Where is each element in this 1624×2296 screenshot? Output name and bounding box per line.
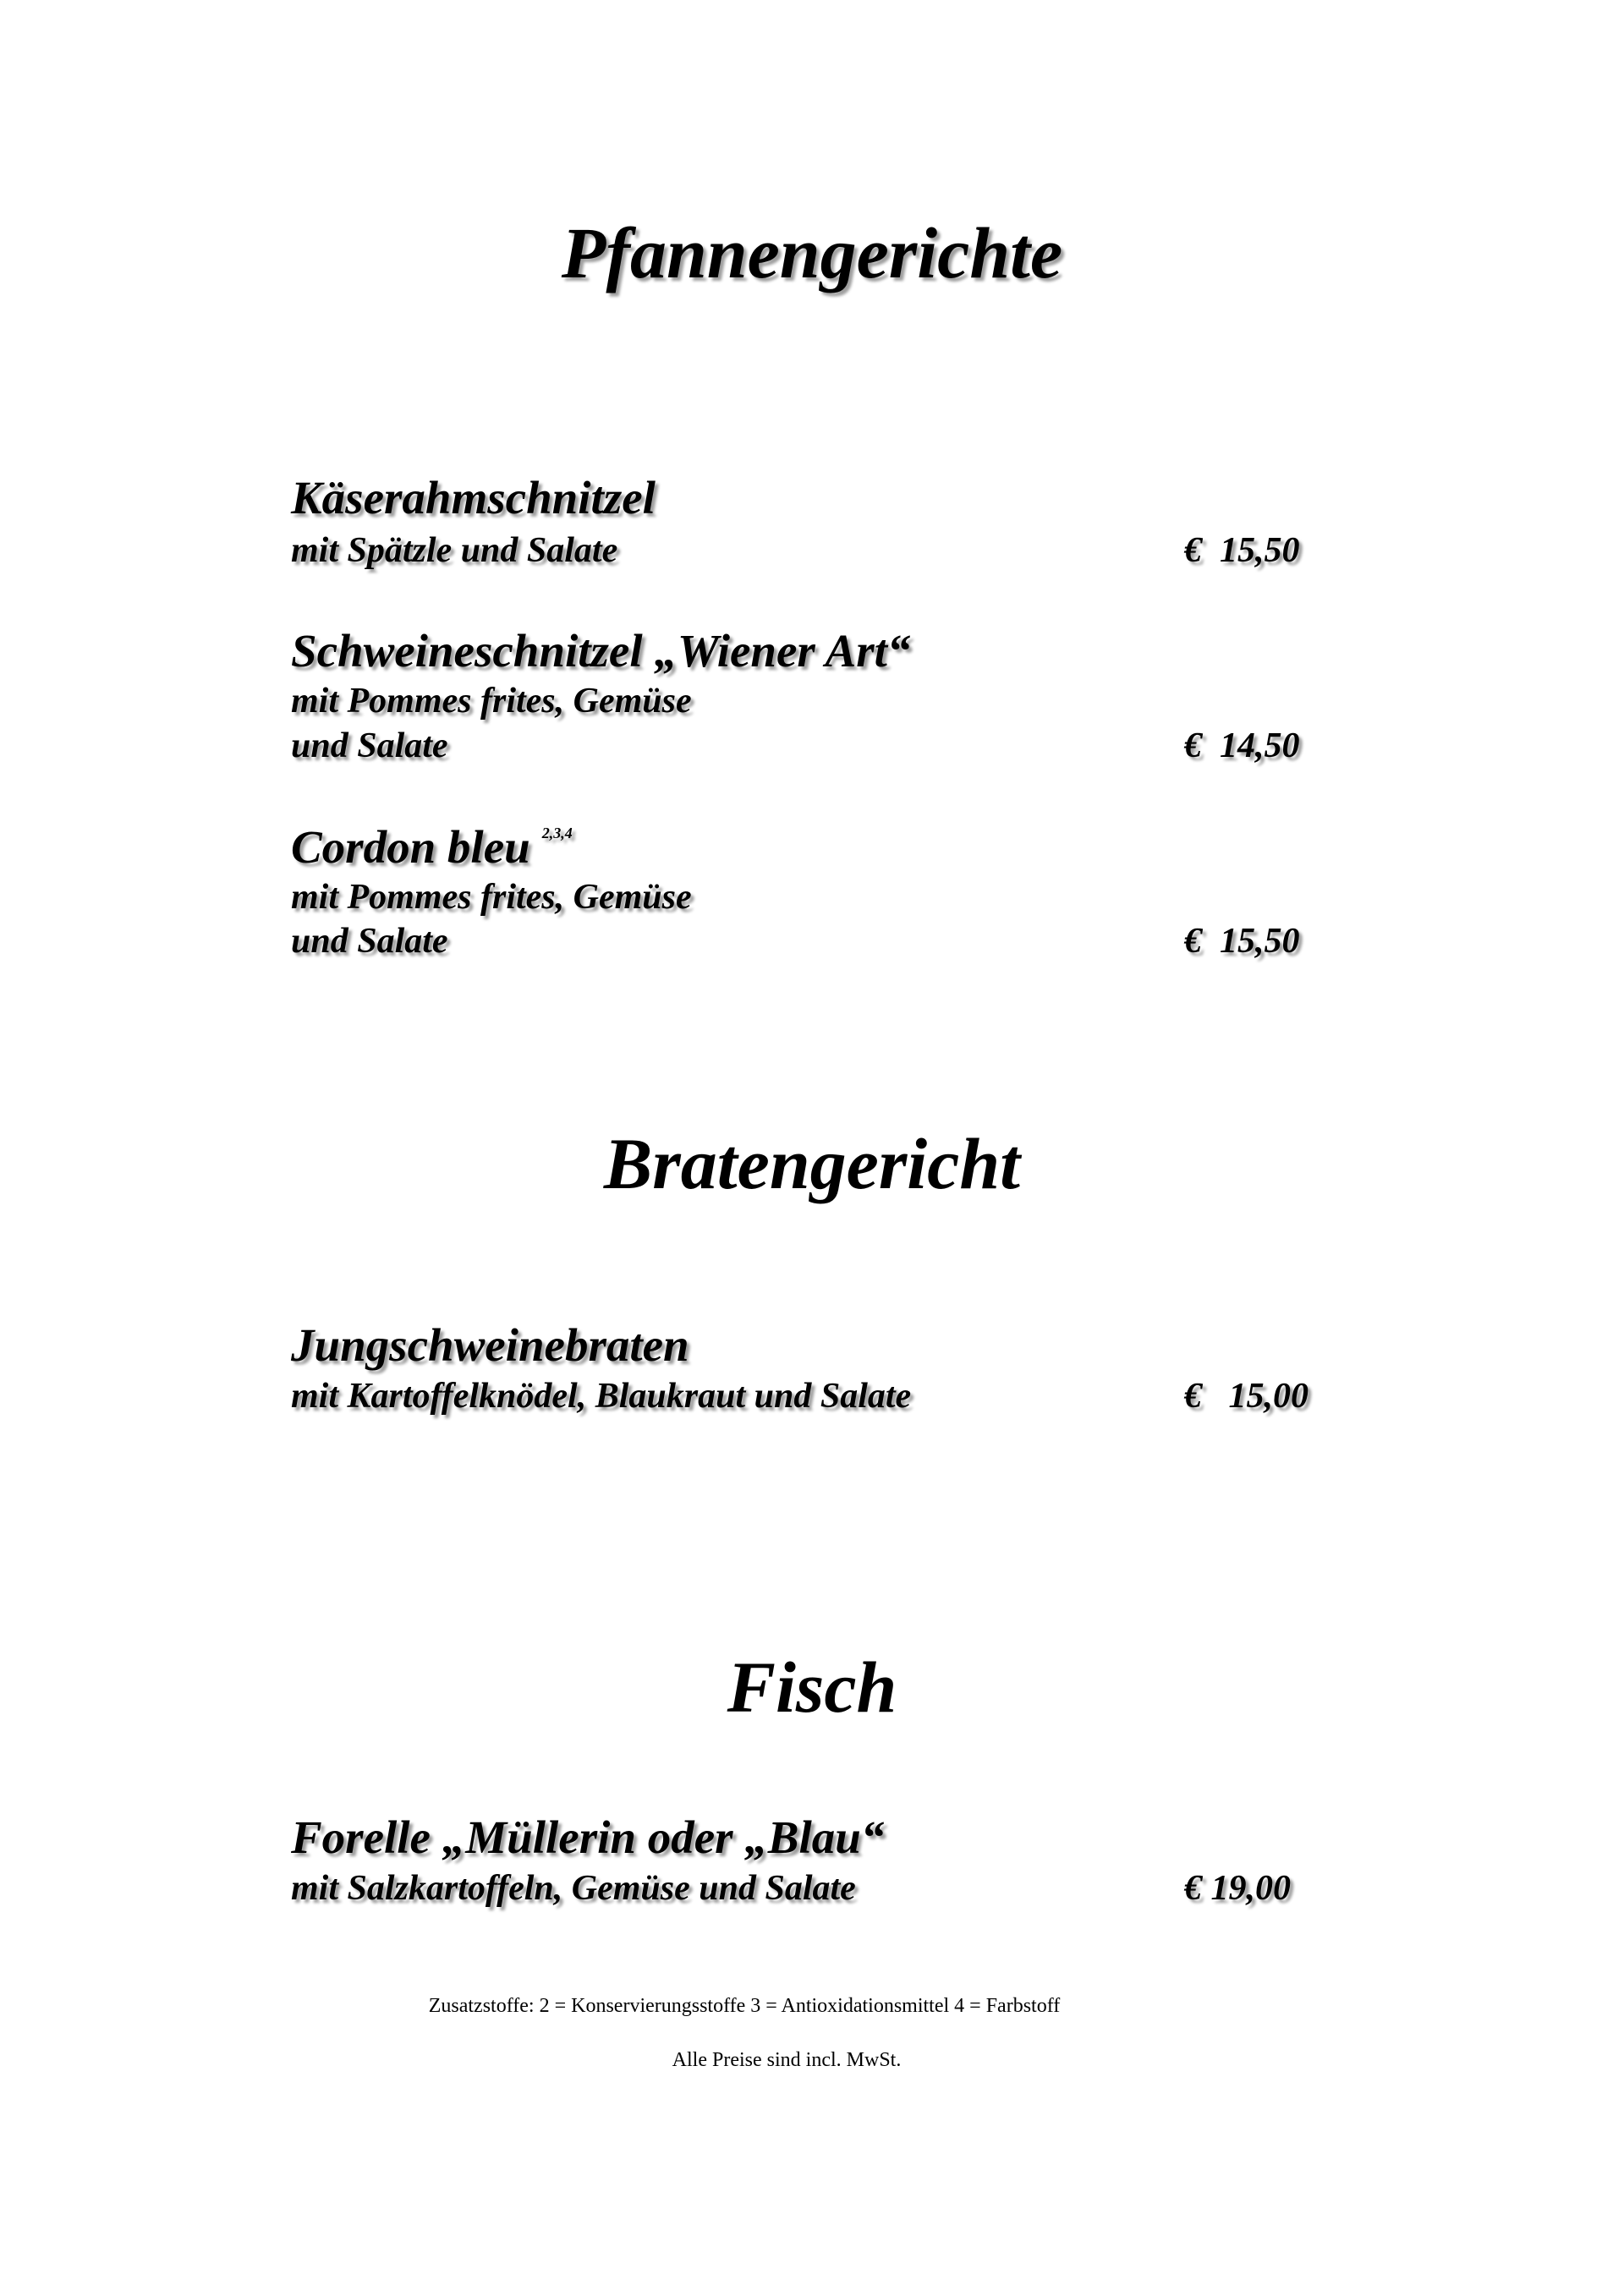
additives-superscript: 2,3,4 bbox=[541, 825, 573, 841]
section-title-fisch: Fisch bbox=[727, 1647, 897, 1728]
dish-price: € 15,50 bbox=[1184, 922, 1300, 961]
dish-name-cordon-bleu bbox=[291, 821, 573, 873]
dish-price: € 14,50 bbox=[1184, 726, 1300, 765]
additives-legend: Zusatzstoffe: 2 = Konservierungsstoffe 3 = Antioxidationsmittel 4 = Farbstoff bbox=[428, 1995, 1061, 2017]
section-title-pfannengerichte: Pfannengerichte bbox=[561, 212, 1063, 293]
dish-name-schweineschnitzel: Schweineschnitzel „Wiener Art“ bbox=[291, 625, 911, 677]
dish-price: € 15,50 bbox=[1184, 531, 1300, 570]
dish-name-forelle: Forelle „Müllerin oder „Blau“ bbox=[291, 1811, 885, 1863]
vat-note: Alle Preise sind incl. MwSt. bbox=[672, 2049, 902, 2071]
dish-description: und Salate bbox=[291, 726, 448, 765]
dish-description: mit Salzkartoffeln, Gemüse und Salate bbox=[291, 1869, 856, 1908]
dish-description: und Salate bbox=[291, 922, 448, 961]
dish-name-jungschweinebraten: Jungschweinebraten bbox=[291, 1319, 689, 1371]
dish-description: mit Kartoffelknödel, Blaukraut und Salate bbox=[291, 1377, 912, 1416]
section-title-bratengericht: Bratengericht bbox=[603, 1123, 1021, 1204]
dish-price: € 15,00 bbox=[1184, 1377, 1309, 1416]
dish-description: mit Pommes frites, Gemüse bbox=[291, 878, 692, 917]
dish-name-kaeserahmschnitzel: Käserahmschnitzel bbox=[291, 472, 656, 523]
dish-name-text: Cordon bleu bbox=[291, 821, 530, 873]
dish-price: € 19,00 bbox=[1184, 1869, 1291, 1908]
dish-description: mit Pommes frites, Gemüse bbox=[291, 682, 692, 721]
dish-description: mit Spätzle und Salate bbox=[291, 531, 618, 570]
